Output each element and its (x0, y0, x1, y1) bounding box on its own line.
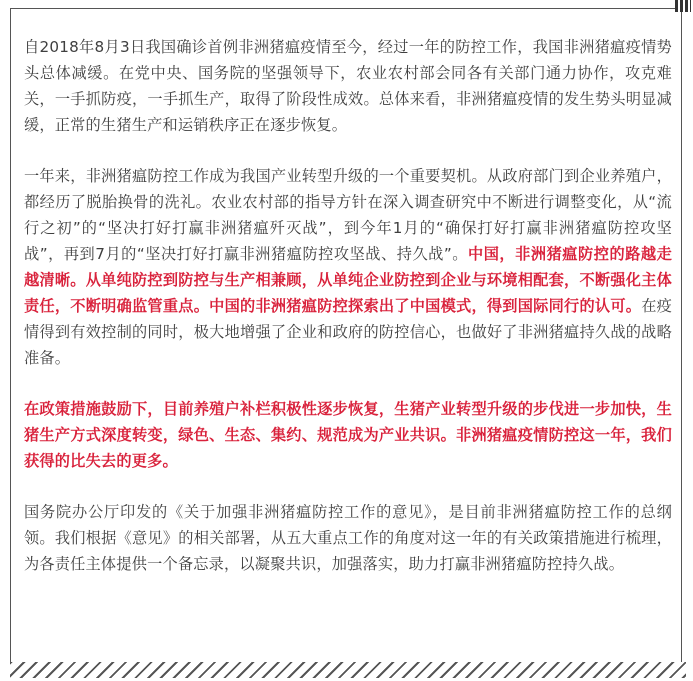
paragraph-policy-highlight: 在政策措施鼓励下，目前养殖户补栏积极性逐步恢复，生猪产业转型升级的步伐进一步加快，生猪生产方式深度转变，绿色、生态、集约、规范成为产业共识。非洲猪瘟疫情防控这一年，我们获得的比失去的更多。 (24, 400, 672, 470)
paragraph-intro (24, 34, 672, 138)
corner-decoration (675, 0, 691, 12)
paragraph-year-review-highlight: 中国，非洲猪瘟防控的路越走越清晰。从单纯防控到防控与生产相兼顾，从单纯企业防控到企业与环境相配套，不断强化主体责任，不断明确监管重点。中国的非洲猪瘟防控探索出了中国模式，得到国际同行的认可。 (24, 245, 672, 315)
paragraph-intro-text: 自2018年8月3日我国确诊首例非洲猪瘟疫情至今，经过一年的防控工作，我国非洲猪瘟疫情势头总体减缓。在党中央、国务院的坚强领导下，农业农村部会同各有关部门通力协作，攻克难关，一手抓防疫，一手抓生产，取得了阶段性成效。总体来看，非洲猪瘟疫情的发生势头明显减缓，正常的生猪生产和运销秩序正在逐步恢复。 (24, 38, 672, 134)
paragraph-year-review-tail: 在疫情得到有效控制的同时，极大地增强了企业和政府的防控信心，也做好了非洲猪瘟持久战的战略准备。 (24, 297, 673, 367)
article-body (24, 34, 672, 602)
paragraph-state-council-text: 国务院办公厅印发的《关于加强非洲猪瘟防控工作的意见》，是目前非洲猪瘟防控工作的总纲领。我们根据《意见》的相关部署，从五大重点工作的角度对这一年的有关政策措施进行梳理，为各责任主体提供一个备忘录，以凝聚共识，加强落实，助力打赢非洲猪瘟防控持久战。 (24, 503, 672, 573)
paragraph-year-review (24, 163, 672, 371)
paragraph-state-council (24, 499, 672, 577)
hatched-footer-divider (10, 662, 686, 678)
paragraph-policy (24, 396, 672, 474)
paragraph-year-review-text: 一年来，非洲猪瘟防控工作成为我国产业转型升级的一个重要契机。从政府部门到企业养殖户，都经历了脱胎换骨的洗礼。农业农村部的指导方针在深入调查研究中不断进行调整变化，从“流行之初”的“坚决打好打赢非洲猪瘟歼灭战”，到今年1月的“确保打好打赢非洲猪瘟防控攻坚战”，再到7月的“坚决打好打赢非洲猪瘟防控攻坚战、持久战”。 (24, 167, 672, 263)
